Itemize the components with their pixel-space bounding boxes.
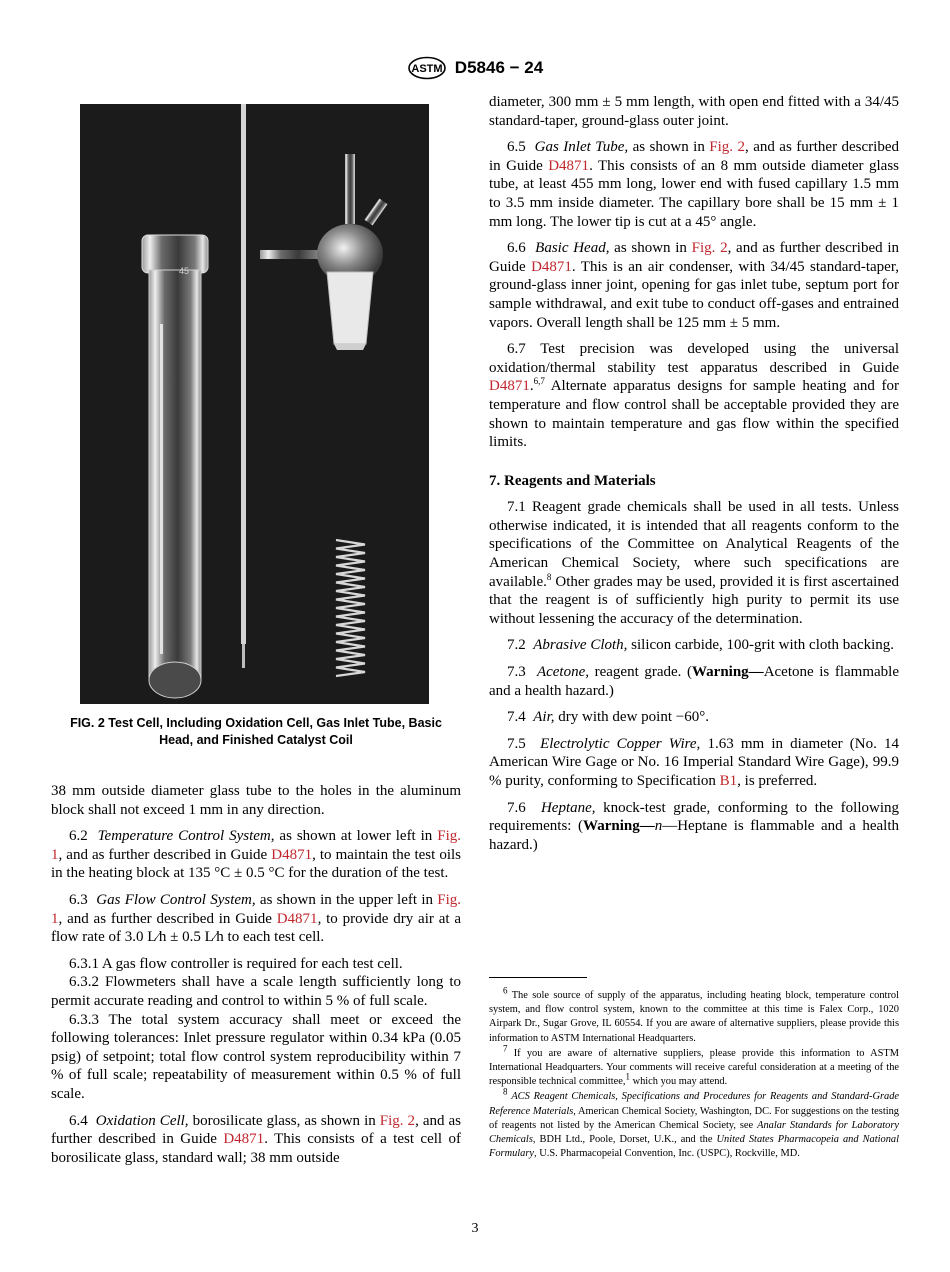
paragraph-7-6: 7.6 Heptane, knock-test grade, conforming to the following requirements: (Warning—n—Heptane is flammable and a health hazard.) [489,799,899,853]
right-column [489,93,899,862]
section-7-heading: 7. Reagents and Materials [489,472,656,489]
left-column [51,782,461,1175]
oxidation-cell-illustration [142,235,208,698]
svg-text:ASTM: ASTM [411,63,443,75]
link-fig-2[interactable]: Fig. 2 [379,1112,416,1129]
footnote-8: $^8$ ACS Reagent Chemicals, Specifications and Procedures for Reagents and Standard-Grade Reference Materials, American Chemical Society, Washington, DC. For suggestions on the testing of reagents not listed by the American Chemical Society, see Analar Standards for Laboratory Chemicals, BDH Ltd., Poole, Dorset, U.K., and the United States Pharmacopeia and National Formulary, U.S. Pharmacopeial Convention, Inc. (USPC), Rockville, MD. [489,1086,900,1160]
footnote-7: $^7$ If you are aware of alternative suppliers, please provide this information to ASTM International Headquarters. Your comments will receive careful consideration at a meeting of the responsible technical committee,$^1$ which you may attend. [489,1043,899,1088]
link-d4871[interactable]: D4871 [548,157,590,174]
link-d4871[interactable]: D4871 [223,1131,265,1148]
page-number: 3 [471,1221,479,1236]
page-header [0,56,950,80]
figure-caption [51,715,461,749]
paragraph-continuation: diameter, 300 mm ± 5 mm length, with open end fitted with a 34/45 standard-taper, ground-glass outer joint. [489,94,899,129]
link-d4871[interactable]: D4871 [271,846,313,863]
footnote-ref-6-7[interactable]: 6,7 [533,376,545,387]
footnote-6: $^6$ The sole source of supply of the apparatus, including heating block, temperature control system, and flow control system, known to the committee at this time is Falex Corp., 1020 Airpark Dr., Sugar Grove, IL 60554. If you are aware of alternative suppliers, please provide this information to ASTM International Headquarters. [489,985,899,1044]
link-d4871[interactable]: D4871 [489,378,530,395]
paragraph-6-5: 6.5 Gas Inlet Tube, as shown in Fig. 2, and as further described in Guide D4871. This consists of an 8 mm outside diameter glass tube, at least 455 mm long, lower end with fused capillary 1.5 mm to 3.5 mm inside diameter. The capillary bore shall be 15 mm ± 1 mm long. The lower tip is cut at a 45° angle. [489,139,899,230]
test-cell-photo-illustration [80,104,429,704]
footnote-ref-8[interactable]: 8 [546,571,552,582]
paragraph-6-4: 6.4 Oxidation Cell, borosilicate glass, as shown in Fig. 2, and as further described in Guide D4871. This consists of a test cell of borosilicate glass, standard wall; 38 mm outside [51,1112,462,1166]
link-fig-2[interactable]: Fig. 2 [709,139,745,156]
gas-inlet-tube-illustration [241,104,246,668]
paragraph-continuation: 38 mm outside diameter glass tube to the holes in the aluminum block shall not exceed 1 mm in any direction. [51,783,461,818]
caption-line-1: FIG. 2 Test Cell, Including Oxidation Cell, Gas Inlet Tube, Basic [70,716,442,730]
svg-text:45: 45 [179,266,190,276]
catalyst-coil-illustration [336,540,365,676]
paragraph-7-4: 7.4 Air, dry with dew point −60°. [507,709,709,726]
paragraph-7-1: 7.1 Reagent grade chemicals shall be used in all tests. Unless otherwise indicated, it is intended that all reagents conform to the specifications of the Committee on Analytical Reagents of the American Chemical Society, where such specifications are available.$^8$ Other grades may be used, provided it is first ascertained that the reagent is of sufficiently high purity to permit its use without lessening the accuracy of the determination. [489,499,899,627]
caption-line-2: Head, and Finished Catalyst Coil [159,733,353,747]
paragraph-7-2: 7.2 Abrasive Cloth, silicon carbide, 100-grit with cloth backing. [507,637,895,654]
paragraph-6-3-3: 6.3.3 The total system accuracy shall meet or exceed the following tolerances: Inlet pressure regulator within 0.34 kPa (0.05 psig) of setpoint; total flow control system reproducibility within 7 % of full scale; repeatability of measurement within 0.5 % of full scale. [51,1011,461,1102]
paragraph-6-7: 6.7 Test precision was developed using the universal oxidation/thermal stability test apparatus described in Guide D4871.$^{6,7}$ Alternate apparatus designs for sample heating and for temperature and flow control shall be acceptable provided they are shown to maintain temperature and gas flow within the specified limits. [489,341,899,451]
astm-logo-icon [407,56,447,80]
figure-photo [80,104,429,704]
catalyst-coil-wire [336,540,365,676]
paragraph-7-5: 7.5 Electrolytic Copper Wire, 1.63 mm in diameter (No. 14 American Wire Gage or No. 16 Imperial Standard Wire Gage), 99.9 % purity, conforming to Specification B1, is preferred. [489,735,900,789]
paragraph-6-6: 6.6 Basic Head, as shown in Fig. 2, and as further described in Guide D4871. This is an air condenser, with 34/45 standard-taper, ground-glass inner joint, opening for gas inlet tube, septum port for sample withdrawal, and exit tube to conduct off-gases and entrained vapors. Overall length shall be 125 mm ± 5 mm. [489,240,899,331]
basic-head-illustration [260,154,388,350]
paragraph-6-3-2: 6.3.2 Flowmeters shall have a scale length sufficiently long to permit accurate reading and control to within 5 % of full scale. [51,974,461,1009]
footnote-divider [489,977,587,978]
paragraph-7-3: 7.3 Acetone, reagent grade. (Warning—Acetone is flammable and a health hazard.) [489,664,899,699]
link-d4871[interactable]: D4871 [276,910,318,927]
footnotes [489,985,900,1162]
paragraph-6-3-1: 6.3.1 A gas flow controller is required for each test cell. [69,955,403,972]
link-fig-1[interactable]: Fig. 1 [51,891,462,927]
link-fig-1[interactable]: Fig. 1 [51,828,461,863]
link-b1[interactable]: B1 [719,773,738,789]
link-d4871[interactable]: D4871 [531,258,572,275]
paragraph-6-2: 6.2 Temperature Control System, as shown at lower left in Fig. 1, and as further described in Guide D4871, to maintain the test oils in the heating block at 135 °C ± 0.5 °C for the duration of the test. [51,828,461,882]
link-fig-2[interactable]: Fig. 2 [691,240,728,257]
paragraph-6-3: 6.3 Gas Flow Control System, as shown in the upper left in Fig. 1, and as further described in Guide D4871, to provide dry air at a flow rate of 3.0 L⁄h ± 0.5 L⁄h to each test cell. [51,891,462,946]
document-designation: D5846 − 24 [454,58,544,77]
